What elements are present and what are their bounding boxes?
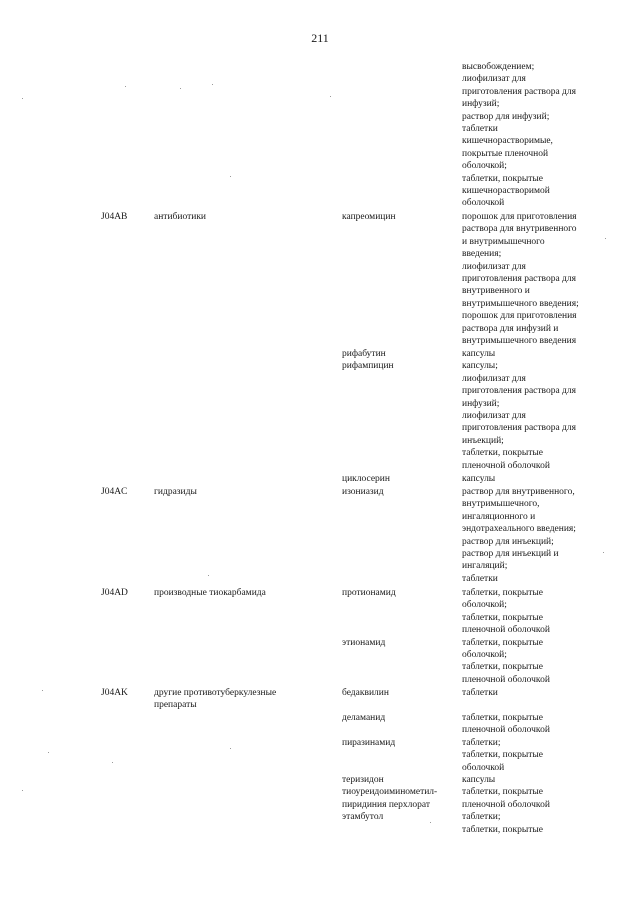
form-line: раствор для инъекций и	[462, 549, 559, 559]
form-line: введения;	[462, 249, 502, 260]
drug-name: протионамид	[342, 588, 396, 598]
form-line: внутримышечного введения	[462, 336, 577, 346]
form-line: пленочной оболочкой	[462, 674, 550, 685]
drug-name: теризидон	[342, 775, 384, 785]
form-line: раствор для внутривенного,	[462, 487, 575, 497]
scan-speck	[208, 575, 209, 576]
atc-code: J04AC	[101, 487, 128, 497]
form-line: ингаляционного и	[462, 511, 536, 522]
scan-speck	[603, 552, 604, 553]
atc-code: J04AK	[101, 688, 128, 698]
form-line: внутримышечного,	[462, 499, 540, 510]
group-name: производные тиокарбамида	[154, 588, 266, 598]
form-line: таблетки, покрытые	[462, 787, 543, 798]
scan-speck	[22, 790, 23, 791]
form-line: раствор для инъекций;	[462, 536, 554, 547]
form-line: раствор для инфузий;	[462, 111, 550, 122]
group-name: антибиотики	[154, 212, 207, 222]
scan-speck	[230, 748, 231, 749]
form-line: таблетки	[462, 688, 498, 698]
form-line: внутримышечного введения;	[462, 298, 579, 309]
atc-code: J04AD	[101, 588, 128, 598]
form-line: приготовления раствора для	[462, 423, 576, 434]
scan-speck	[605, 238, 606, 239]
scan-speck	[430, 822, 431, 823]
form-line: внутривенного и	[462, 286, 530, 297]
scan-speck	[330, 96, 331, 97]
form-line: приготовления раствора для	[462, 86, 576, 97]
form-line: пленочной оболочкой	[462, 799, 550, 810]
drug-name: тиоуреидоиминометил-	[342, 787, 438, 798]
form-line: таблетки, покрытые	[462, 173, 543, 184]
form-line: ингаляций;	[462, 561, 508, 572]
form-line: лиофилизат для	[462, 74, 526, 85]
drug-name: рифабутин	[342, 349, 386, 359]
drug-name: этамбутол	[342, 812, 384, 823]
drug-name: бедаквилин	[342, 688, 389, 698]
form-line: лиофилизат для	[462, 411, 526, 421]
drug-name: этионамид	[342, 637, 386, 648]
form-line: таблетки, покрытые	[462, 448, 543, 459]
form-line: инфузий;	[462, 99, 500, 110]
form-line: лиофилизат для	[462, 373, 526, 384]
form-line: таблетки;	[462, 737, 501, 748]
form-line: порошок для приготовления	[462, 311, 577, 322]
form-line: эндотрахеального введения;	[462, 524, 576, 535]
page-number: 211	[311, 31, 329, 45]
form-line: пленочной оболочкой	[462, 625, 550, 636]
form-line: таблетки, покрытые	[462, 750, 543, 761]
drug-name: пиразинамид	[342, 737, 396, 748]
form-line: капсулы	[462, 474, 496, 484]
form-line: пленочной оболочкой	[462, 460, 550, 471]
scan-speck	[212, 84, 213, 85]
form-line: таблетки, покрытые	[462, 662, 543, 673]
form-line: оболочкой	[462, 198, 505, 209]
atc-code: J04AB	[101, 212, 128, 222]
form-line: таблетки, покрытые	[462, 637, 543, 648]
form-line: приготовления раствора для	[462, 274, 576, 284]
form-line: оболочкой;	[462, 161, 507, 172]
form-line: таблетки	[462, 124, 498, 134]
drug-name: циклосерин	[342, 474, 390, 484]
scan-speck	[112, 762, 113, 763]
form-line: кишечнорастворимые,	[462, 136, 553, 147]
scan-speck	[230, 176, 231, 177]
form-line: таблетки, покрытые	[462, 713, 543, 723]
group-name: гидразиды	[154, 487, 197, 497]
scan-speck	[125, 86, 126, 87]
form-line: лиофилизат для	[462, 261, 526, 272]
form-line: капсулы;	[462, 361, 498, 372]
scan-speck	[42, 690, 43, 691]
drug-name: пиридиния перхлорат	[342, 799, 430, 810]
form-line: капсулы	[462, 775, 496, 785]
group-name: другие противотуберкулезные	[154, 688, 277, 698]
scan-speck	[180, 88, 181, 89]
form-line: высвобождением;	[462, 62, 535, 72]
group-name: препараты	[154, 700, 197, 711]
form-line: оболочкой	[462, 762, 505, 773]
form-line: инъекций;	[462, 435, 504, 446]
form-line: капсулы	[462, 349, 496, 359]
scan-speck	[22, 98, 23, 99]
form-line: покрытые пленочной	[462, 148, 549, 159]
drug-name: рифампицин	[342, 361, 394, 372]
form-line: инфузий;	[462, 398, 500, 409]
form-line: раствора для инфузий и	[462, 323, 559, 334]
form-line: оболочкой;	[462, 650, 507, 660]
scan-speck	[48, 752, 49, 753]
form-line: таблетки, покрытые	[462, 824, 543, 835]
form-line: оболочкой;	[462, 600, 507, 611]
form-line: таблетки, покрытые	[462, 612, 543, 623]
form-line: раствора для внутривенного	[462, 224, 577, 235]
form-line: приготовления раствора для	[462, 386, 576, 397]
form-line: таблетки, покрытые	[462, 588, 543, 598]
drug-name: деламанид	[342, 713, 386, 723]
form-line: пленочной оболочкой	[462, 725, 550, 736]
form-line: порошок для приготовления	[462, 212, 577, 222]
form-line: таблетки	[462, 573, 498, 584]
form-line: таблетки;	[462, 812, 501, 823]
drug-name: изониазид	[342, 487, 384, 497]
form-line: кишечнорастворимой	[462, 186, 550, 196]
drug-name: капреомицин	[342, 212, 396, 222]
form-line: и внутримышечного	[462, 236, 545, 247]
